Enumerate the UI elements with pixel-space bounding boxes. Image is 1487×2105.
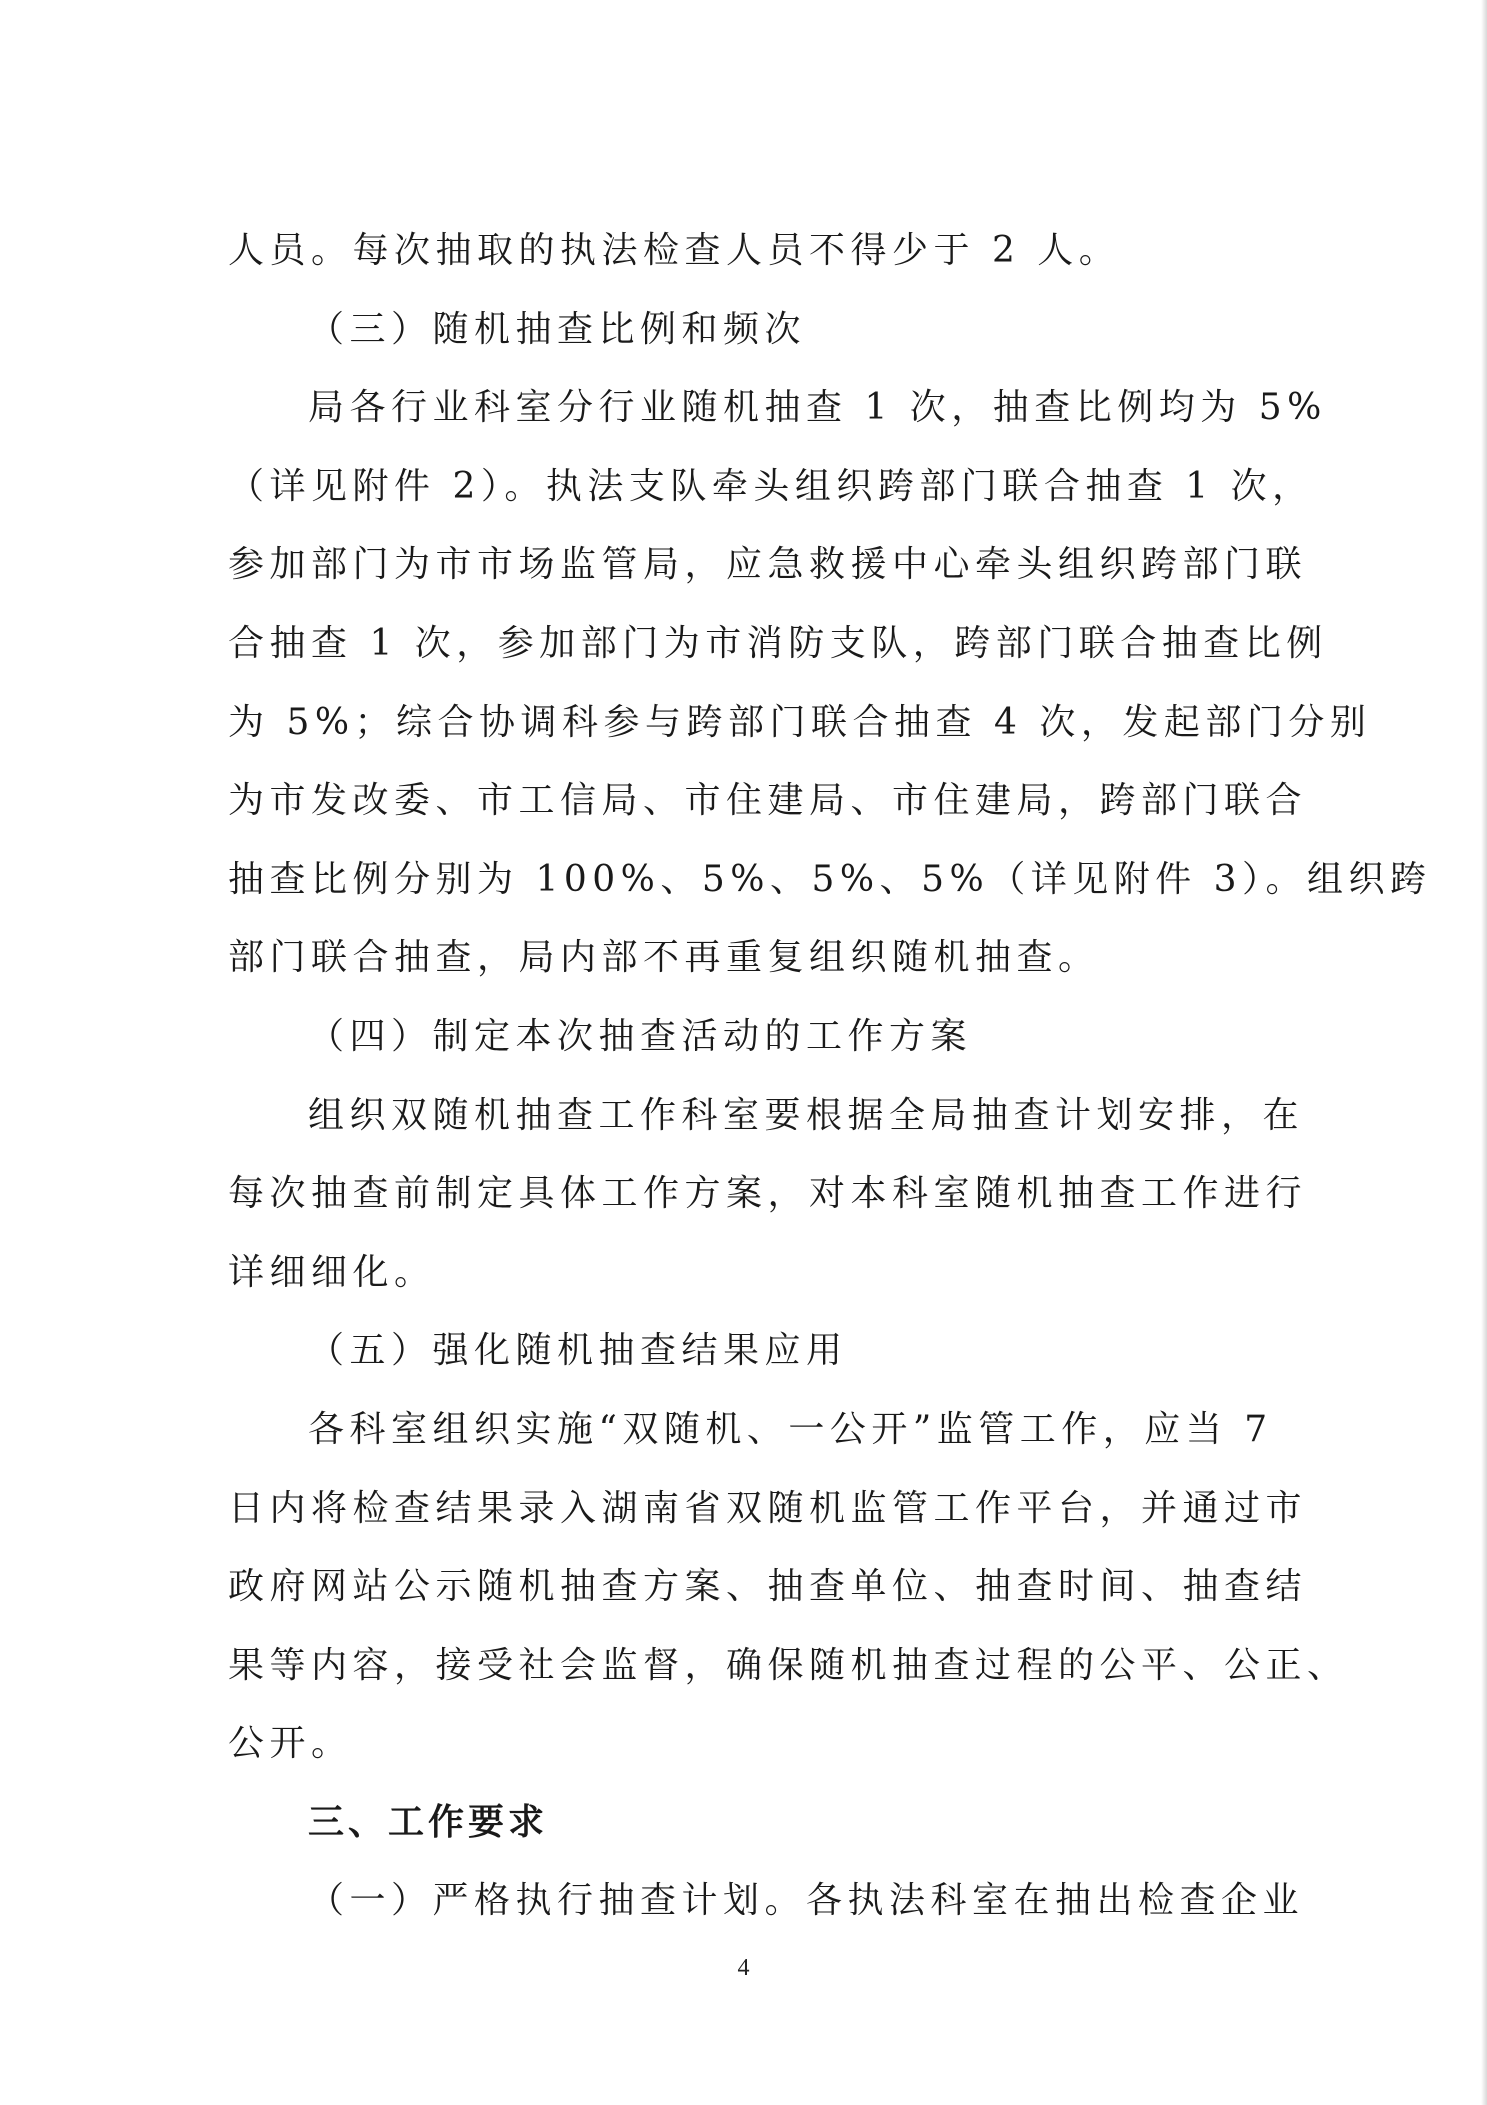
body-line: 各科室组织实施“双随机、一公开”监管工作，应当 7: [308, 1408, 1273, 1450]
body-line: 人员。每次抽取的执法检查人员不得少于 2 人。: [228, 230, 1121, 271]
body-line: 每次抽查前制定具体工作方案，对本科室随机抽查工作进行: [228, 1173, 1308, 1215]
body-line: 参加部门为市市场监管局，应急救援中心牵头组织跨部门联: [228, 544, 1308, 586]
body-line: 合抽查 1 次，参加部门为市消防支队，跨部门联合抽查比例: [228, 622, 1328, 664]
scan-edge: [1481, 0, 1487, 2105]
body-line: 局各行业科室分行业随机抽查 1 次，抽查比例均为 5%: [308, 387, 1327, 429]
subheading-five: （五）强化随机抽查结果应用: [308, 1330, 848, 1372]
body-line: 为 5%；综合协调科参与跨部门联合抽查 4 次，发起部门分别: [228, 701, 1372, 743]
body-line: 果等内容，接受社会监督，确保随机抽查过程的公平、公正、: [228, 1644, 1349, 1686]
document-body: [228, 212, 1432, 1941]
body-line: 为市发改委、市工信局、市住建局、市住建局，跨部门联合: [228, 780, 1308, 822]
page-number: 4: [737, 1955, 750, 1981]
body-line: （一）严格执行抽查计划。各执法科室在抽出检查企业: [308, 1880, 1305, 1922]
body-line: 政府网站公示随机抽查方案、抽查单位、抽查时间、抽查结: [228, 1566, 1308, 1608]
body-line: （详见附件 2）。执法支队牵头组织跨部门联合抽查 1 次，: [228, 465, 1314, 507]
section-heading-work-requirements: 三、工作要求: [308, 1801, 549, 1843]
subheading-four: （四）制定本次抽查活动的工作方案: [308, 1015, 973, 1057]
body-line: 日内将检查结果录入湖南省双随机监管工作平台，并通过市: [228, 1487, 1308, 1529]
body-line: 抽查比例分别为 100%、5%、5%、5%（详见附件 3）。组织跨: [228, 858, 1432, 900]
subheading-three: （三）随机抽查比例和频次: [308, 308, 807, 350]
body-line: 组织双随机抽查工作科室要根据全局抽查计划安排，在: [308, 1094, 1305, 1136]
body-line: 部门联合抽查，局内部不再重复组织随机抽查。: [228, 937, 1100, 979]
body-line: 详细细化。: [228, 1251, 436, 1293]
body-line: 公开。: [228, 1723, 353, 1765]
